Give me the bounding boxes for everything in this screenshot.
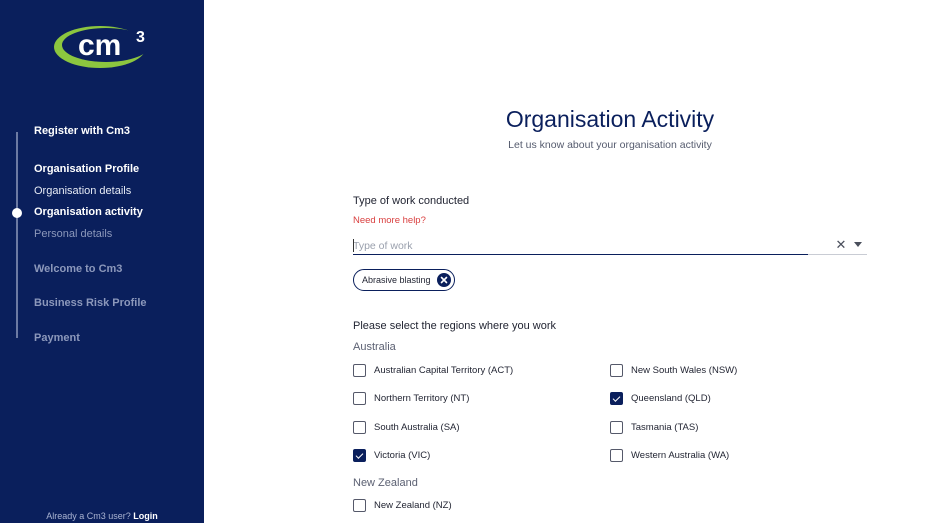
progress-rail: [16, 132, 18, 338]
region-checkbox-qld[interactable]: [610, 392, 711, 405]
step-organisation-details[interactable]: Organisation details: [34, 185, 132, 197]
checkbox[interactable]: [353, 364, 366, 377]
region-checkbox-nz[interactable]: [353, 499, 452, 512]
step-register[interactable]: Register with Cm3: [34, 125, 130, 137]
chip-remove-icon[interactable]: [437, 273, 451, 287]
step-organisation-profile[interactable]: Organisation Profile: [34, 163, 140, 175]
region-label: Victoria (VIC): [374, 450, 431, 461]
step-organisation-activity[interactable]: Organisation activity: [34, 206, 143, 218]
page-subtitle: Let us know about your organisation activity: [508, 139, 712, 151]
checkbox[interactable]: [610, 449, 623, 462]
region-label: Northern Territory (NT): [374, 393, 470, 404]
group-label-australia: Australia: [353, 341, 396, 353]
checkbox-checked[interactable]: [353, 449, 366, 462]
input-underline-tail: [808, 254, 867, 255]
checkbox[interactable]: [353, 421, 366, 434]
region-label: Western Australia (WA): [631, 450, 730, 461]
text-cursor: [353, 239, 354, 252]
region-checkbox-wa[interactable]: [610, 449, 729, 462]
type-of-work-input[interactable]: [353, 238, 808, 255]
region-label: New South Wales (NSW): [631, 365, 738, 376]
region-label: South Australia (SA): [374, 422, 460, 433]
region-label: Queensland (QLD): [631, 393, 711, 404]
region-checkbox-vic[interactable]: [353, 449, 430, 462]
cm3-logo: [52, 22, 154, 70]
region-checkbox-sa[interactable]: [353, 421, 460, 434]
regions-label: Please select the regions where you work: [353, 320, 556, 332]
region-label: Tasmania (TAS): [631, 422, 699, 433]
logo-superscript: 3: [136, 29, 145, 46]
checkbox[interactable]: [610, 364, 623, 377]
clear-icon[interactable]: ✕: [835, 237, 847, 252]
checkbox[interactable]: [610, 421, 623, 434]
type-of-work-label: Type of work conducted: [353, 195, 470, 207]
checkbox[interactable]: [353, 499, 366, 512]
login-link[interactable]: Login: [133, 511, 158, 521]
step-business-risk-profile: Business Risk Profile: [34, 297, 147, 309]
step-payment: Payment: [34, 332, 80, 344]
login-prompt: [0, 511, 204, 521]
step-personal-details: Personal details: [34, 228, 113, 240]
group-label-new-zealand: New Zealand: [353, 477, 418, 489]
region-checkbox-act[interactable]: [353, 364, 513, 377]
page-title: Organisation Activity: [505, 106, 715, 132]
checkbox[interactable]: [353, 392, 366, 405]
region-label: Australian Capital Territory (ACT): [374, 365, 514, 376]
need-help-link[interactable]: Need more help?: [353, 215, 426, 226]
region-checkbox-nt[interactable]: [353, 392, 469, 405]
sidebar: [0, 0, 204, 523]
region-checkbox-tas[interactable]: [610, 421, 698, 434]
checkbox-checked[interactable]: [610, 392, 623, 405]
selected-work-chip: [353, 269, 455, 291]
login-prompt-text: Already a Cm3 user?: [46, 511, 131, 521]
chip-label: Abrasive blasting: [362, 275, 431, 285]
logo-text: cm: [78, 29, 122, 62]
region-checkbox-nsw[interactable]: [610, 364, 737, 377]
dropdown-arrow-icon[interactable]: [854, 242, 862, 247]
step-welcome: Welcome to Cm3: [34, 263, 123, 275]
current-step-dot: [12, 208, 22, 218]
region-label: New Zealand (NZ): [374, 500, 452, 511]
